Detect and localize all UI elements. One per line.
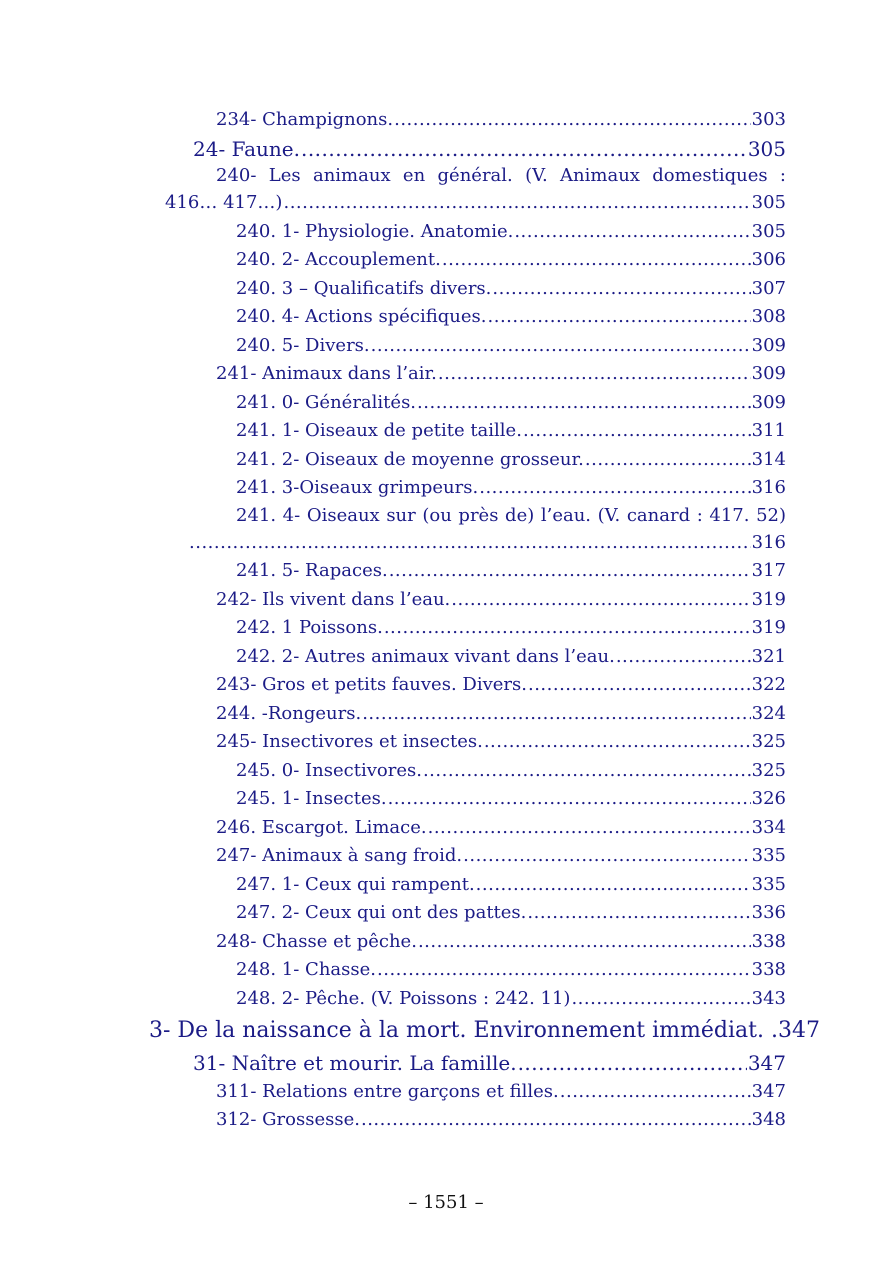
- toc-entry-page: 307: [751, 277, 786, 299]
- toc-entry: [0, 814, 892, 843]
- dot-leader: [371, 332, 751, 361]
- toc-entry: [0, 1013, 892, 1049]
- toc-entry-page: 348: [751, 1109, 786, 1130]
- toc-entry: [0, 360, 892, 389]
- toc-entry-label: 245- Insectivores et insectes.: [216, 731, 483, 752]
- toc-entry-label: 241. 3-Oiseaux grimpeurs.: [236, 477, 479, 498]
- dot-leader: [523, 417, 751, 446]
- toc-entry-page: 336: [751, 902, 786, 923]
- toc-entry: [0, 928, 892, 957]
- toc-entry: [0, 417, 892, 446]
- toc-entry-page: 325: [751, 759, 786, 781]
- dot-leader: [301, 135, 747, 164]
- toc-entry: [0, 218, 892, 247]
- dot-leader: [479, 474, 750, 503]
- toc-entry-first-line: 241. 4- Oiseaux sur (ou près de) l’eau. (V. canard : 417. 52): [236, 504, 786, 526]
- toc-entry-label: 243- Gros et petits fauves. Divers.: [216, 674, 527, 695]
- toc-entry-label: 3- De la naissance à la mort. Environnement immédiat. .: [149, 1018, 778, 1043]
- toc-entry-page: 316: [751, 477, 786, 498]
- toc-entry-page: 335: [751, 845, 786, 866]
- dot-leader: [528, 671, 751, 700]
- dot-leader: [492, 275, 750, 304]
- toc-entry: [0, 614, 892, 643]
- toc-entry: [0, 1106, 892, 1135]
- toc-entry-page: 305: [751, 192, 786, 213]
- dot-leader: [616, 643, 751, 672]
- toc-entry-label: 240. 4- Actions spécifiques.: [236, 306, 487, 327]
- dot-leader: [518, 1049, 747, 1078]
- toc-entry-label: 242. 2- Autres animaux vivant dans l’eau.: [236, 645, 615, 667]
- toc-entry-label: 31- Naître et mourir. La famille.: [193, 1051, 517, 1075]
- toc-entry-label: 240. 1- Physiologie. Anatomie.: [236, 220, 514, 242]
- toc-entry: [0, 275, 892, 304]
- toc-entry: [0, 671, 892, 700]
- dot-leader: [571, 985, 750, 1014]
- dot-leader: [384, 614, 751, 643]
- toc-entry-label: 244. -Rongeurs.: [216, 702, 362, 724]
- toc-entry-page: 314: [751, 448, 786, 470]
- toc-entry: [0, 643, 892, 672]
- dot-leader: [362, 700, 750, 729]
- toc-entry-label: 240. 2- Accouplement.: [236, 249, 441, 270]
- toc-entry: [0, 1078, 892, 1107]
- dot-leader: [388, 785, 751, 814]
- toc-entry-label: 247- Animaux à sang froid.: [216, 845, 463, 866]
- toc-entry: [0, 135, 892, 164]
- toc-entry-page: 334: [751, 816, 786, 838]
- toc-entry: [0, 700, 892, 729]
- toc-entry: [0, 842, 892, 871]
- toc-entry-label: 246. Escargot. Limace.: [216, 816, 427, 838]
- toc-entry-label: 311- Relations entre garçons et filles.: [216, 1080, 559, 1102]
- toc-entry-label: 242. 1 Poissons.: [236, 617, 383, 638]
- dot-leader: [394, 106, 751, 135]
- toc-entry: [0, 246, 892, 275]
- toc-entry-label: 24- Faune.: [193, 136, 300, 161]
- toc-entry-page: 338: [751, 930, 786, 952]
- toc-entry: [0, 956, 892, 985]
- toc-entry-label: 234- Champignons.: [216, 109, 394, 130]
- toc-entry: [0, 757, 892, 786]
- toc-entry-page: 335: [751, 873, 786, 895]
- dot-leader: [389, 557, 751, 586]
- page-number-footer: – 1551 –: [408, 1192, 484, 1213]
- toc-entry-page: 317: [751, 560, 786, 581]
- toc-entry-page: 319: [751, 617, 786, 638]
- toc-entry-label: 245. 1- Insectes.: [236, 788, 387, 809]
- toc-entry: [0, 106, 892, 135]
- toc-entry-page: 306: [751, 249, 786, 270]
- toc-entry-label: 240. 5- Divers.: [236, 334, 370, 356]
- toc-entry: [0, 474, 892, 503]
- toc-entry-label: 312- Grossesse.: [216, 1109, 360, 1130]
- dot-leader: [476, 871, 751, 900]
- toc-entry-page: 347: [747, 1051, 786, 1075]
- toc-entry-label: 245. 0- Insectivores.: [236, 759, 422, 781]
- toc-entry-page: 303: [751, 109, 786, 130]
- toc-entry-label: 241. 1- Oiseaux de petite taille.: [236, 420, 522, 441]
- toc-entry-label: 240. 3 – Qualificatifs divers.: [236, 277, 492, 299]
- dot-leader: [423, 757, 751, 786]
- toc-entry-page: 321: [751, 645, 786, 667]
- toc-entry-page: 326: [751, 788, 786, 809]
- toc-entry-label: 241. 5- Rapaces.: [236, 560, 388, 581]
- dot-leader: [560, 1078, 751, 1107]
- toc-entry: [0, 871, 892, 900]
- table-of-contents: [0, 106, 892, 1135]
- dot-leader: [417, 389, 751, 418]
- toc-entry-page: 325: [751, 731, 786, 752]
- toc-entry-page: 347: [777, 1018, 820, 1043]
- toc-entry-page: 343: [751, 987, 786, 1009]
- dot-leader: [451, 586, 750, 615]
- dot-leader: [283, 189, 750, 218]
- toc-entry: [0, 899, 892, 928]
- toc-entry-label: 241- Animaux dans l’air.: [216, 363, 437, 384]
- dot-leader: [418, 928, 751, 957]
- dot-leader: [585, 446, 751, 475]
- toc-entry-first-line: 240- Les animaux en général. (V. Animaux domestiques :: [216, 165, 786, 186]
- toc-entry-page: 322: [751, 674, 786, 695]
- dot-leader: [189, 529, 751, 558]
- dot-leader: [361, 1106, 751, 1135]
- toc-entry: [0, 303, 892, 332]
- toc-entry-label: 247. 2- Ceux qui ont des pattes.: [236, 902, 527, 923]
- toc-entry: [0, 332, 892, 361]
- toc-entry: [0, 586, 892, 615]
- toc-entry-page: 305: [751, 220, 786, 242]
- dot-leader: [428, 814, 751, 843]
- toc-entry-page: 316: [751, 531, 786, 553]
- toc-entry: [0, 529, 892, 558]
- dot-leader: [527, 899, 750, 928]
- toc-entry: [0, 728, 892, 757]
- toc-entry-label: 416… 417…): [165, 192, 283, 213]
- toc-entry: [0, 446, 892, 475]
- toc-entry: [0, 557, 892, 586]
- toc-entry-label: 248. 1- Chasse.: [236, 959, 377, 980]
- toc-entry: [0, 189, 892, 218]
- toc-entry-label: 241. 0- Généralités.: [236, 391, 417, 413]
- toc-entry-page: 319: [751, 588, 786, 610]
- toc-entry-page: 309: [751, 363, 786, 384]
- dot-leader: [484, 728, 751, 757]
- toc-entry-label: 242- Ils vivent dans l’eau.: [216, 588, 451, 610]
- toc-entry-label: 248. 2- Pêche. (V. Poissons : 242. 11): [236, 987, 571, 1009]
- toc-entry: [0, 389, 892, 418]
- toc-entry-label: 248- Chasse et pêche.: [216, 930, 417, 952]
- toc-entry-page: 305: [747, 136, 786, 161]
- dot-leader: [514, 218, 750, 247]
- toc-entry-label: 241. 2- Oiseaux de moyenne grosseur.: [236, 448, 584, 470]
- toc-entry-page: 309: [751, 391, 786, 413]
- toc-entry: [0, 985, 892, 1014]
- toc-entry-page: 311: [751, 420, 786, 441]
- toc-entry: [0, 785, 892, 814]
- toc-entry-page: 338: [751, 959, 786, 980]
- toc-entry-label: 247. 1- Ceux qui rampent.: [236, 873, 475, 895]
- dot-leader: [488, 303, 751, 332]
- toc-entry-page: 347: [751, 1080, 786, 1102]
- dot-leader: [463, 842, 751, 871]
- dot-leader: [377, 956, 751, 985]
- toc-entry-page: 324: [751, 702, 786, 724]
- dot-leader: [442, 246, 751, 275]
- dot-leader: [438, 360, 751, 389]
- toc-entry-page: 308: [751, 306, 786, 327]
- toc-entry-page: 309: [751, 334, 786, 356]
- toc-entry: [0, 1049, 892, 1078]
